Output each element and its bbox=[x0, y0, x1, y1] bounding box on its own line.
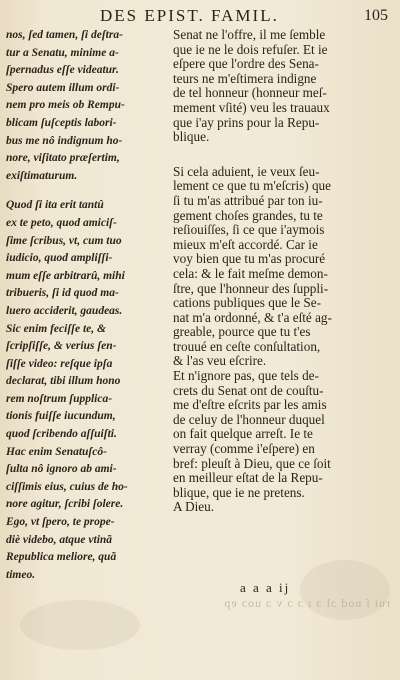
latin-line: diè videbo, atque vtinã bbox=[6, 533, 113, 546]
running-head: DES EPIST. FAMIL. bbox=[100, 6, 279, 25]
french-line: ſi tu m'as attribué par ton iu- bbox=[173, 192, 323, 208]
bleed-through-text: rui ſ nod ɔl ɔ ı ɔ ɔ v ɔ uoɔ ɐp bbox=[223, 596, 390, 610]
latin-line: mum eſſe arbitrarû, mihi bbox=[6, 269, 125, 282]
latin-line: ſime ſcribus, vt, cum tuo bbox=[6, 234, 122, 247]
french-text-column bbox=[173, 28, 393, 515]
latin-line: bus me nô indignum ho- bbox=[6, 134, 123, 147]
latin-line: Spero autem illum ordi- bbox=[6, 81, 120, 94]
latin-line: nem pro meis ob Rempu- bbox=[6, 99, 125, 112]
latin-line: Republica meliore, quã bbox=[6, 551, 117, 564]
latin-line: timeo. bbox=[6, 568, 36, 581]
latin-line: Quod ſi ita erit tantû bbox=[6, 199, 104, 212]
page-number: 105 bbox=[364, 7, 388, 24]
french-line: que ie ne le dois refuſer. Et ie bbox=[173, 41, 328, 57]
latin-line: tur a Senatu, minime a- bbox=[6, 46, 119, 59]
french-line: crets du Senat ont de couſtu- bbox=[173, 382, 324, 398]
latin-line: ex te peto, quod amiciſ- bbox=[6, 216, 117, 229]
french-line: cela: & le fait meſme demon- bbox=[173, 265, 328, 281]
latin-line: tionis fuiſſe iucundum, bbox=[6, 410, 116, 423]
page-header bbox=[0, 4, 400, 26]
french-line: nat m'a ordonné, & t'a eſté ag- bbox=[173, 309, 332, 325]
latin-line: tribueris, ſi id quod ma- bbox=[6, 287, 119, 300]
french-line: Et n'ignore pas, que tels de- bbox=[173, 368, 319, 384]
french-line: on fait quelque arreſt. Ie te bbox=[173, 426, 313, 442]
french-line: blique. bbox=[173, 129, 210, 145]
french-line: lement ce que tu m'eſcris) que bbox=[173, 178, 331, 194]
french-line: teurs ne m'eſtimera indigne bbox=[173, 70, 317, 86]
french-line: que i'ay prins pour la Repu- bbox=[173, 114, 320, 130]
signature-mark: a a a ij bbox=[240, 580, 291, 595]
french-line: trouué en ceſte conſultation, bbox=[173, 338, 321, 354]
latin-text-column bbox=[6, 28, 168, 585]
latin-line: nore, viſitato præſertim, bbox=[6, 152, 120, 165]
french-line: cations publiques que le Se- bbox=[173, 295, 321, 311]
french-line: verray (comme i'eſpere) en bbox=[173, 441, 315, 457]
latin-line: declarat, tibi illum hono bbox=[6, 375, 121, 388]
french-line: Si cela aduient, ie veux ſeu- bbox=[173, 163, 320, 179]
french-line: me d'eſtre eſcrits par les amis bbox=[173, 397, 327, 413]
paper-stain bbox=[20, 600, 140, 650]
latin-line: nos, ſed tamen, ſi deſtra- bbox=[6, 29, 123, 41]
latin-line: ſiſſe video: reſque ipſa bbox=[6, 357, 113, 370]
latin-line: nore agitur, ſcribi ſolere. bbox=[6, 498, 124, 511]
latin-line: ciſſimis eius, cuius de ho- bbox=[6, 480, 128, 493]
french-line: blique, que ie ne pretens. bbox=[173, 484, 305, 500]
french-line: gement choſes grandes, tu te bbox=[173, 207, 323, 223]
french-line: ſtre, que l'honneur des ſuppli- bbox=[173, 280, 329, 296]
french-line: de tel honneur (honneur meſ- bbox=[173, 85, 327, 101]
paragraph-gap bbox=[6, 186, 168, 198]
latin-line: luero acciderit, gaudeas. bbox=[6, 304, 123, 317]
latin-line: Sic enim feciſſe te, & bbox=[6, 322, 106, 335]
latin-line: iudicio, quod ampliſſi- bbox=[6, 252, 113, 265]
french-line: & l'as veu eſcrire. bbox=[173, 353, 267, 369]
latin-line: quod ſcribendo aſſuiſti. bbox=[6, 428, 117, 441]
french-line: en meilleur eſtat de la Repu- bbox=[173, 470, 323, 486]
french-line: eſpere que l'ordre des Sena- bbox=[173, 56, 319, 72]
french-line: mement vſité) veu les trauaux bbox=[173, 99, 330, 115]
latin-line: exiſtimaturum. bbox=[6, 169, 78, 182]
french-line: greable, pource que tu t'es bbox=[173, 324, 311, 340]
latin-line: ſulta nô ignoro ab ami- bbox=[6, 463, 117, 476]
latin-line: ſpernadus eſſe videatur. bbox=[6, 64, 119, 77]
latin-line: rem noſtrum ſupplica- bbox=[6, 392, 113, 405]
latin-line: ſcripſiſſe, & verius ſen- bbox=[6, 340, 117, 353]
french-line: A Dieu. bbox=[173, 499, 215, 515]
french-line: Senat ne l'offre, il me ſemble bbox=[173, 27, 326, 42]
french-line: voy bien que tu m'as procuré bbox=[173, 251, 326, 267]
french-line: bref: pleuſt à Dieu, que ce ſoit bbox=[173, 455, 331, 471]
french-line: reſiouiſſes, ſi ce que i'aymois bbox=[173, 222, 325, 238]
french-line: mieux m'eſt accordé. Car ie bbox=[173, 236, 318, 252]
paragraph-gap bbox=[173, 145, 393, 165]
french-line: de celuy de l'honneur duquel bbox=[173, 411, 325, 427]
latin-line: Ego, vt ſpero, te prope- bbox=[6, 516, 115, 529]
paper-stain bbox=[300, 560, 390, 620]
latin-line: blicam ſuſceptis labori- bbox=[6, 116, 117, 129]
latin-line: Hac enim Senatuſcô- bbox=[6, 445, 107, 458]
